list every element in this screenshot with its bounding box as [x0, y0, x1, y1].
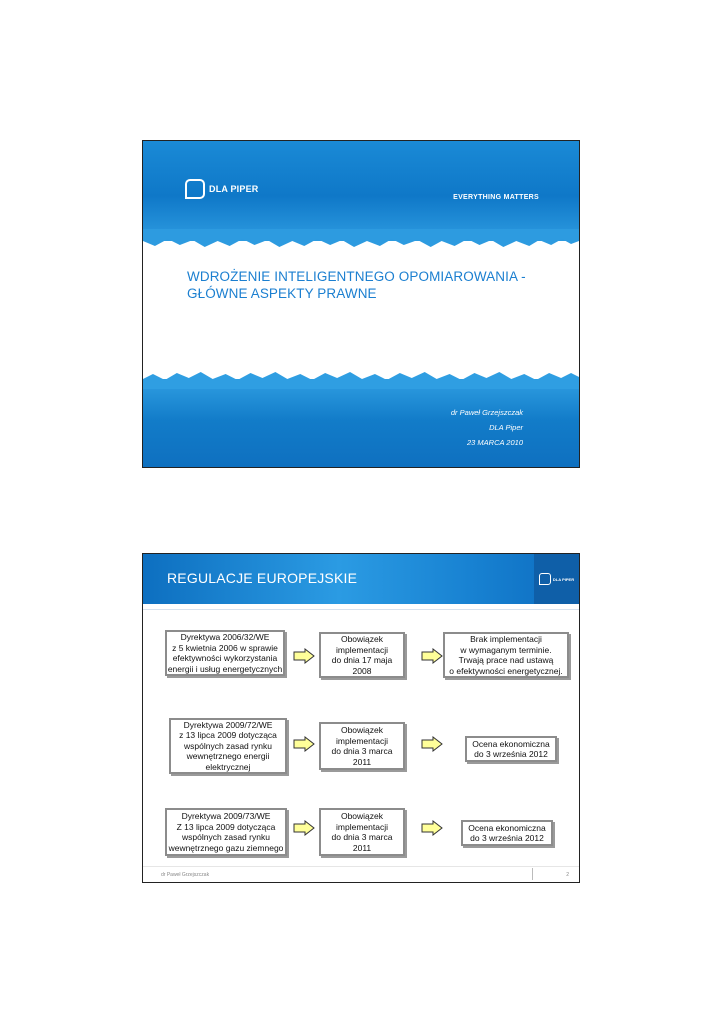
logo-text: DLA PIPER [209, 184, 259, 194]
box-line: Ocena ekonomiczna [472, 738, 550, 749]
dla-piper-logo [185, 179, 258, 199]
right-arrow-icon [421, 736, 443, 752]
right-arrow-icon [293, 736, 315, 752]
dla-piper-logo-icon [185, 179, 205, 199]
presentation-date: 23 MARCA 2010 [466, 438, 523, 447]
box-line: Obowiązek [340, 634, 384, 644]
box-line: wewnętrznego energii [186, 751, 270, 762]
box-line: Trwają prace nad ustawą [458, 655, 554, 665]
regulations-slide [142, 553, 580, 883]
header-divider [143, 609, 579, 610]
box-line: wspólnych zasad rynku [182, 832, 270, 842]
obligation-box-1 [319, 632, 405, 678]
box-line: 2008 [352, 665, 372, 676]
box-line: implementacji [336, 644, 388, 655]
torn-edge-top [143, 229, 579, 253]
footer-author: dr Paweł Grzejszczak [161, 872, 210, 878]
obligation-box-3 [319, 808, 405, 856]
title-line-1: WDROŻENIE INTELIGENTNEGO OPOMIAROWANIA - [187, 269, 526, 284]
box-line: do dnia 3 marca [331, 746, 393, 756]
obligation-box-2 [319, 722, 405, 770]
box-line: Brak implementacji [470, 634, 542, 644]
box-line: Ocena ekonomiczna [468, 822, 546, 833]
right-arrow-icon [421, 820, 443, 836]
box-line: Obowiązek [340, 725, 384, 735]
footer-separator [532, 868, 533, 880]
directive-box-2 [169, 718, 287, 774]
box-line: do 3 września 2012 [470, 833, 544, 843]
box-line: do dnia 17 maja [331, 655, 393, 665]
box-line: do 3 września 2012 [474, 749, 548, 759]
footer-divider [143, 866, 579, 867]
box-line: implementacji [336, 735, 388, 746]
box-line: w wymaganym terminie. [460, 644, 552, 655]
right-arrow-icon [293, 648, 315, 664]
box-line: implementacji [336, 821, 388, 832]
dla-piper-logo-icon [539, 573, 551, 585]
right-arrow-icon [293, 820, 315, 836]
box-line: z 13 lipca 2009 dotycząca [179, 730, 277, 741]
slide2-header [143, 554, 579, 604]
page-number: 2 [566, 872, 569, 878]
title-line-2: GŁÓWNE ASPEKTY PRAWNE [187, 286, 377, 301]
status-box-1 [443, 632, 569, 678]
presentation-title [187, 268, 567, 302]
box-line: wspólnych zasad rynku [184, 740, 272, 751]
box-line: Dyrektywa 2009/72/WE [183, 719, 273, 730]
box-line: Obowiązek [340, 811, 384, 821]
box-line: z 5 kwietnia 2006 w sprawie [172, 642, 278, 653]
presenter-info [451, 405, 523, 450]
box-line: Dyrektywa 2009/73/WE [181, 811, 271, 821]
tagline: EVERYTHING MATTERS [453, 194, 539, 201]
status-box-2 [465, 736, 557, 762]
header-logo-text: DLA PIPER [552, 576, 575, 582]
directive-box-3 [165, 808, 287, 856]
box-line: energii i usług energetycznych [167, 663, 283, 674]
box-line: wewnętrznego gazu ziemnego [168, 842, 284, 853]
box-line: 2011 [352, 842, 372, 853]
right-arrow-icon [421, 648, 443, 664]
slide-title: REGULACJE EUROPEJSKIE [167, 570, 358, 586]
box-line: 2011 [352, 756, 372, 767]
status-box-3 [461, 820, 553, 846]
box-line: Dyrektywa 2006/32/WE [180, 632, 270, 642]
box-line: do dnia 3 marca [331, 832, 393, 842]
title-slide [142, 140, 580, 468]
header-logo [534, 554, 579, 604]
directive-box-1 [165, 630, 285, 676]
box-line: elektrycznej [205, 761, 251, 772]
torn-edge-bottom [143, 365, 579, 389]
author-name: dr Paweł Grzejszczak [450, 408, 523, 417]
box-line: efektywności wykorzystania [172, 653, 278, 663]
box-line: Z 13 lipca 2009 dotycząca [176, 821, 276, 832]
company-name: DLA Piper [489, 423, 523, 432]
box-line: o efektywności energetycznej. [449, 665, 563, 676]
